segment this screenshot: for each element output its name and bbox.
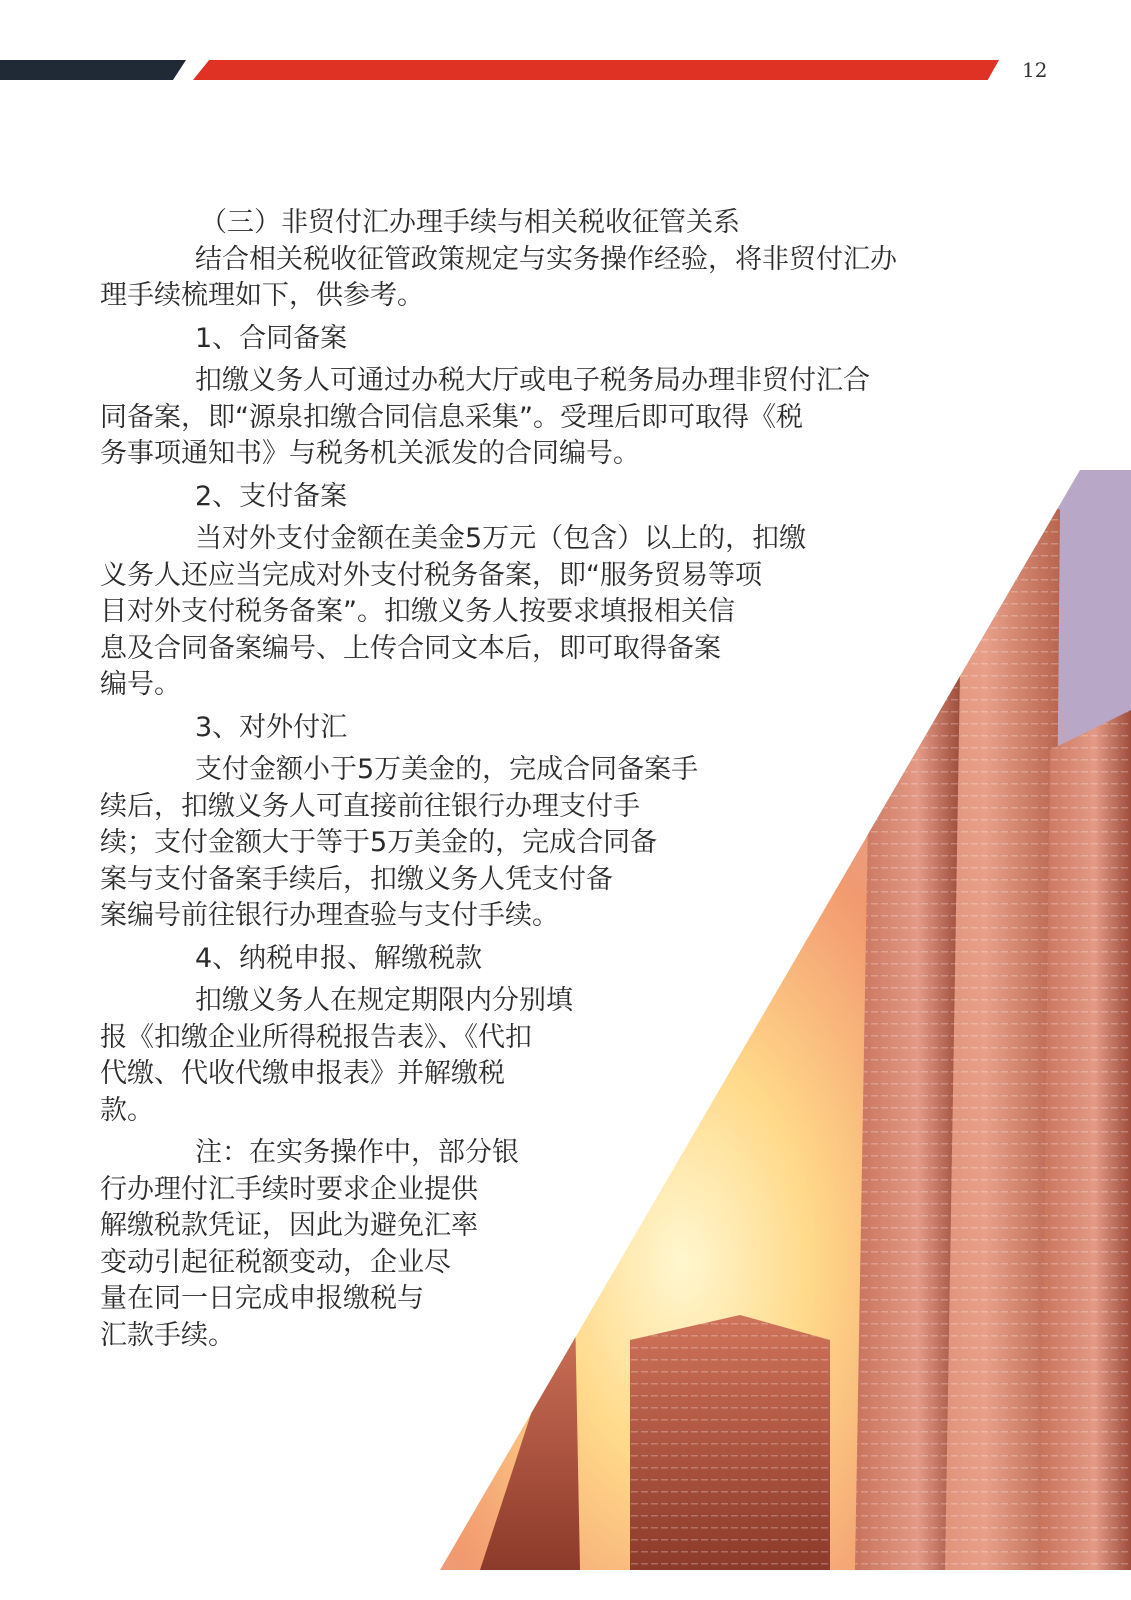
note-line: 汇款手续。 (100, 1319, 235, 1351)
note-line: 变动引起征税额变动，企业尽 (100, 1246, 451, 1278)
paragraph-line: 款。 (100, 1094, 154, 1126)
paragraph-line: 案编号前往银行办理查验与支付手续。 (100, 900, 559, 931)
paragraph-line: 案与支付备案手续后，扣缴义务人凭支付备 (100, 863, 613, 895)
paragraph-line: 目对外支付税务备案”。扣缴义务人按要求填报相关信 (100, 596, 735, 627)
paragraph-line: 务事项通知书》与税务机关派发的合同编号。 (100, 438, 640, 469)
paragraph-line: 报《扣缴企业所得税报告表》、《代扣 (100, 1021, 532, 1053)
note-line: 解缴税款凭证，因此为避免汇率 (100, 1210, 478, 1241)
paragraph-line: 同备案，即“源泉扣缴合同信息采集”。受理后即可取得《税 (100, 401, 803, 433)
item-heading-tax-declaration: 4、纳税申报、解缴税款 (195, 942, 483, 974)
paragraph-line: 扣缴义务人在规定期限内分别填 (195, 985, 573, 1016)
paragraph-line: 续后，扣缴义务人可直接前往银行办理支付手 (100, 790, 640, 822)
header-red-bar (193, 60, 999, 80)
paragraph-line: 支付金额小于5万美金的，完成合同备案手 (195, 754, 699, 785)
page-number: 12 (1022, 58, 1048, 82)
paragraph-line: 息及合同备案编号、上传合同文本后，即可取得备案 (100, 632, 721, 664)
note-line: 行办理付汇手续时要求企业提供 (100, 1173, 478, 1205)
intro-line: 理手续梳理如下，供参考。 (100, 280, 424, 311)
section-body (100, 205, 1000, 1354)
header-dark-bar (0, 60, 186, 80)
paragraph-line: 编号。 (100, 669, 181, 700)
note-line: 量在同一日完成申报缴税与 (100, 1283, 424, 1314)
note-line: 注：在实务操作中，部分银 (195, 1137, 519, 1168)
section-title: （三）非贸付汇办理手续与相关税收征管关系 (200, 207, 740, 238)
intro-line: 结合相关税收征管政策规定与实务操作经验，将非贸付汇办 (195, 243, 897, 275)
paragraph-line: 扣缴义务人可通过办税大厅或电子税务局办理非贸付汇合 (195, 365, 870, 396)
item-heading-outbound-payment: 3、对外付汇 (195, 711, 348, 743)
paragraph-line: 义务人还应当完成对外支付税务备案，即“服务贸易等项 (100, 559, 762, 591)
paragraph-line: 续；支付金额大于等于5万美金的，完成合同备 (100, 827, 658, 858)
paragraph-line: 当对外支付金额在美金5万元（包含）以上的，扣缴 (195, 523, 807, 554)
paragraph-line: 代缴、代收代缴申报表》并解缴税 (100, 1058, 505, 1089)
item-heading-payment-filing: 2、支付备案 (195, 480, 348, 512)
item-heading-contract-filing: 1、合同备案 (195, 322, 348, 354)
